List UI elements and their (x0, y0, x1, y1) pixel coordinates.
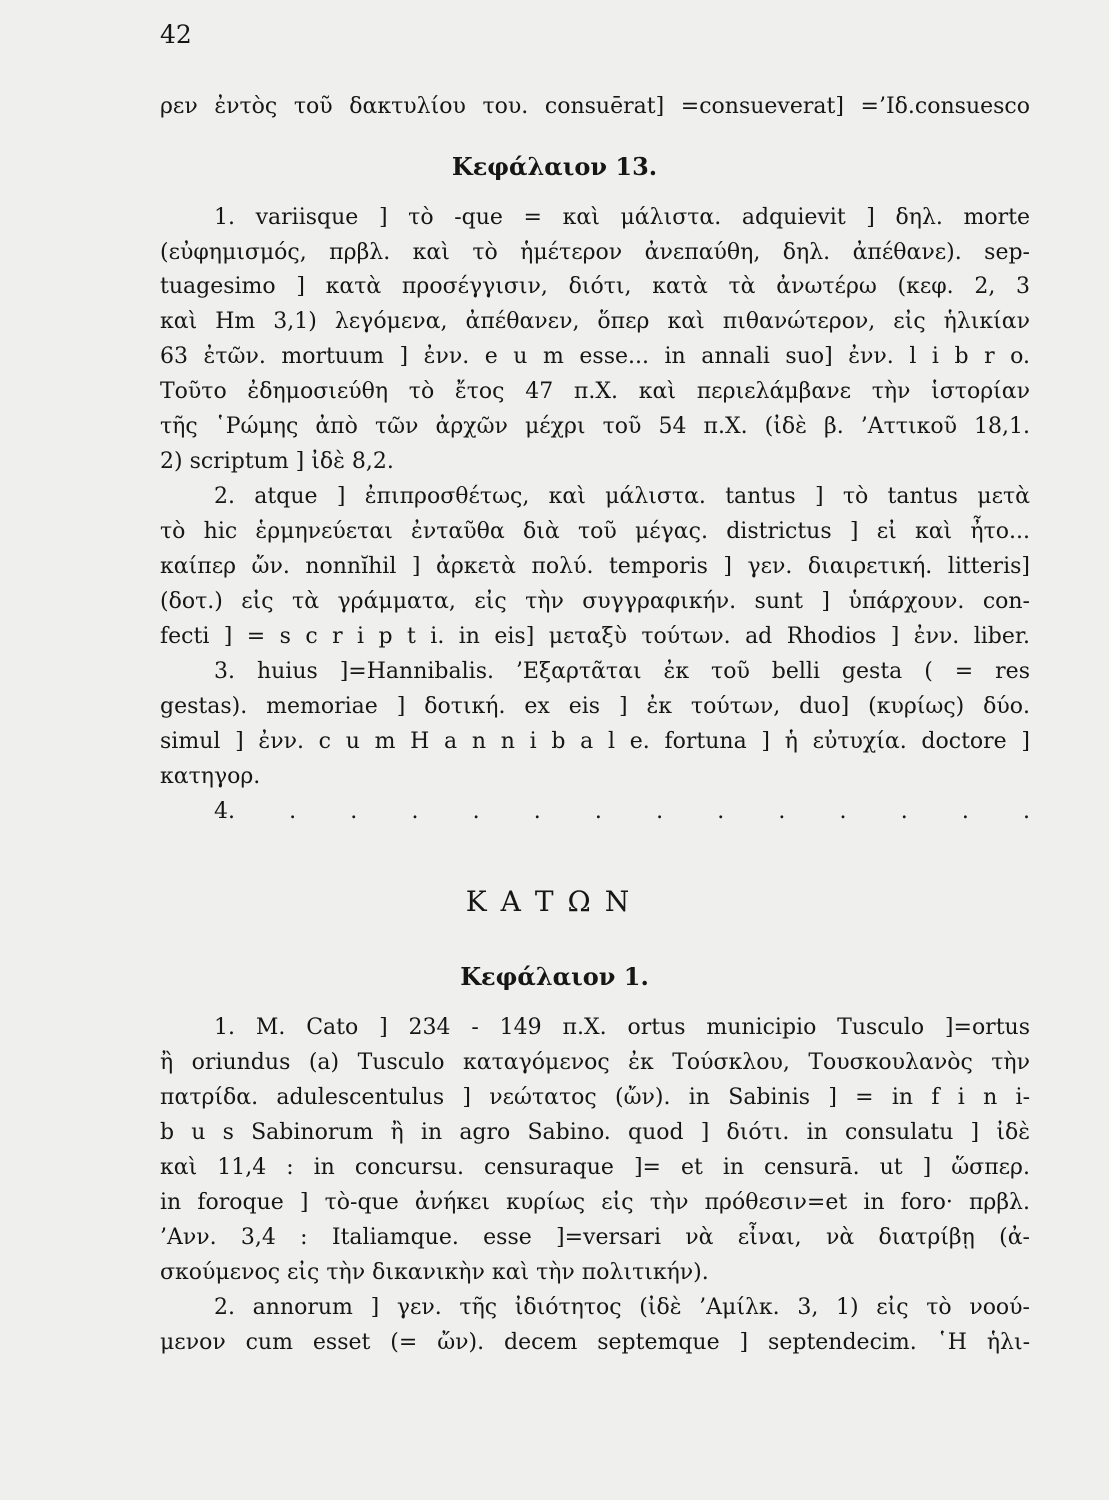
chapter-heading: Κεφάλαιον 13. (451, 152, 658, 181)
text-line: ’Ανν. 3,4 : Italiamque. esse ]=versari νὰ εἶναι, νὰ διατρίβῃ (ἀ- (160, 1225, 1030, 1250)
text-line: τῆς ῾Ρώμης ἀπὸ τῶν ἀρχῶν μέχρι τοῦ 54 π.Χ. (ἰδὲ β. ’Αττικοῦ 18,1. (160, 414, 1030, 439)
text-line: 1. variisque ] τὸ -que = καὶ μάλιστα. adquievit ] δηλ. morte (214, 205, 1030, 230)
text-line: 2. annorum ] γεν. τῆς ἰδιότητος (ἰδὲ ’Αμίλκ. 3, 1) εἰς τὸ νοού- (214, 1295, 1030, 1320)
text-line: 4. . . . . . . . . . . . . . (214, 799, 1030, 824)
text-line: (εὐφημισμός, πρβλ. καὶ τὸ ἡμέτερον ἀνεπαύθη, δηλ. ἀπέθανε). sep- (160, 240, 1030, 265)
text-line: ρεν ἐντὸς τοῦ δακτυλίου του. consuērat] =consueverat] =’Ιδ.consuesco (160, 94, 1030, 119)
text-line: κατηγορ. (160, 764, 261, 789)
text-line: καὶ Hm 3,1) λεγόμενα, ἀπέθανεν, ὅπερ καὶ πιθανώτερον, εἰς ἡλικίαν (160, 309, 1030, 334)
text-line: (δοτ.) εἰς τὰ γράμματα, εἰς τὴν συγγραφικήν. sunt ] ὑπάρχουν. con- (160, 589, 1030, 614)
text-line: τὸ hic ἑρμηνεύεται ἐνταῦθα διὰ τοῦ μέγας. districtus ] εἰ καὶ ἦτο... (160, 519, 1030, 544)
text-line: ἢ oriundus (a) Tusculo καταγόμενος ἐκ Τούσκλου, Τουσκουλανὸς τὴν (160, 1050, 1030, 1075)
text-line: Τοῦτο ἐδημοσιεύθη τὸ ἔτος 47 π.Χ. καὶ περιελάμβανε τὴν ἱστορίαν (160, 379, 1030, 404)
text-line: tuagesimo ] κατὰ προσέγγισιν, διότι, κατὰ τὰ ἀνωτέρω (κεφ. 2, 3 (160, 274, 1030, 299)
text-line: simul ] ἐνν. c u m H a n n i b a l e. fortuna ] ἡ εὐτυχία. doctore ] (160, 729, 1030, 754)
text-line: 63 ἐτῶν. mortuum ] ἐνν. e u m esse... in annali suo] ἐνν. l i b r o. (160, 344, 1030, 369)
section-title: ΚΑΤΩΝ (465, 885, 644, 918)
chapter-heading: Κεφάλαιον 1. (460, 962, 649, 991)
text-line: μενον cum esset (= ὤν). decem septemque ] septendecim. ῾Η ἡλι- (160, 1330, 1030, 1355)
text-line: πατρίδα. adulescentulus ] νεώτατος (ὤν). in Sabinis ] = in f i n i- (160, 1085, 1030, 1110)
text-line: fecti ] = s c r i p t i. in eis] μεταξὺ τούτων. ad Rhodios ] ἐνν. liber. (160, 624, 1030, 649)
text-line: 1. M. Cato ] 234 - 149 π.Χ. ortus municipio Tusculo ]=ortus (214, 1015, 1030, 1040)
text-line: 2) scriptum ] ἰδὲ 8,2. (160, 449, 394, 474)
page-number: 42 (160, 20, 192, 49)
text-line: 2. atque ] ἐπιπροσθέτως, καὶ μάλιστα. tantus ] τὸ tantus μετὰ (214, 484, 1030, 509)
text-line: b u s Sabinorum ἢ in agro Sabino. quod ] διότι. in consulatu ] ἰδὲ (160, 1120, 1030, 1145)
text-line: καὶ 11,4 : in concursu. censuraque ]= et in censurā. ut ] ὥσπερ. (160, 1155, 1030, 1180)
text-line: σκούμενος εἰς τὴν δικανικὴν καὶ τὴν πολιτικήν). (160, 1260, 709, 1285)
text-line: in foroque ] τὸ-que ἀνήκει κυρίως εἰς τὴν πρόθεσιν=et in foro· πρβλ. (160, 1190, 1030, 1215)
text-line: gestas). memoriae ] δοτική. ex eis ] ἐκ τούτων, duo] (κυρίως) δύο. (160, 694, 1030, 719)
text-line: 3. huius ]=Hannibalis. ’Εξαρτᾶται ἐκ τοῦ belli gesta ( = res (214, 659, 1030, 684)
text-line: καίπερ ὤν. nonnĭhil ] ἀρκετὰ πολύ. temporis ] γεν. διαιρετική. litteris] (160, 554, 1030, 579)
